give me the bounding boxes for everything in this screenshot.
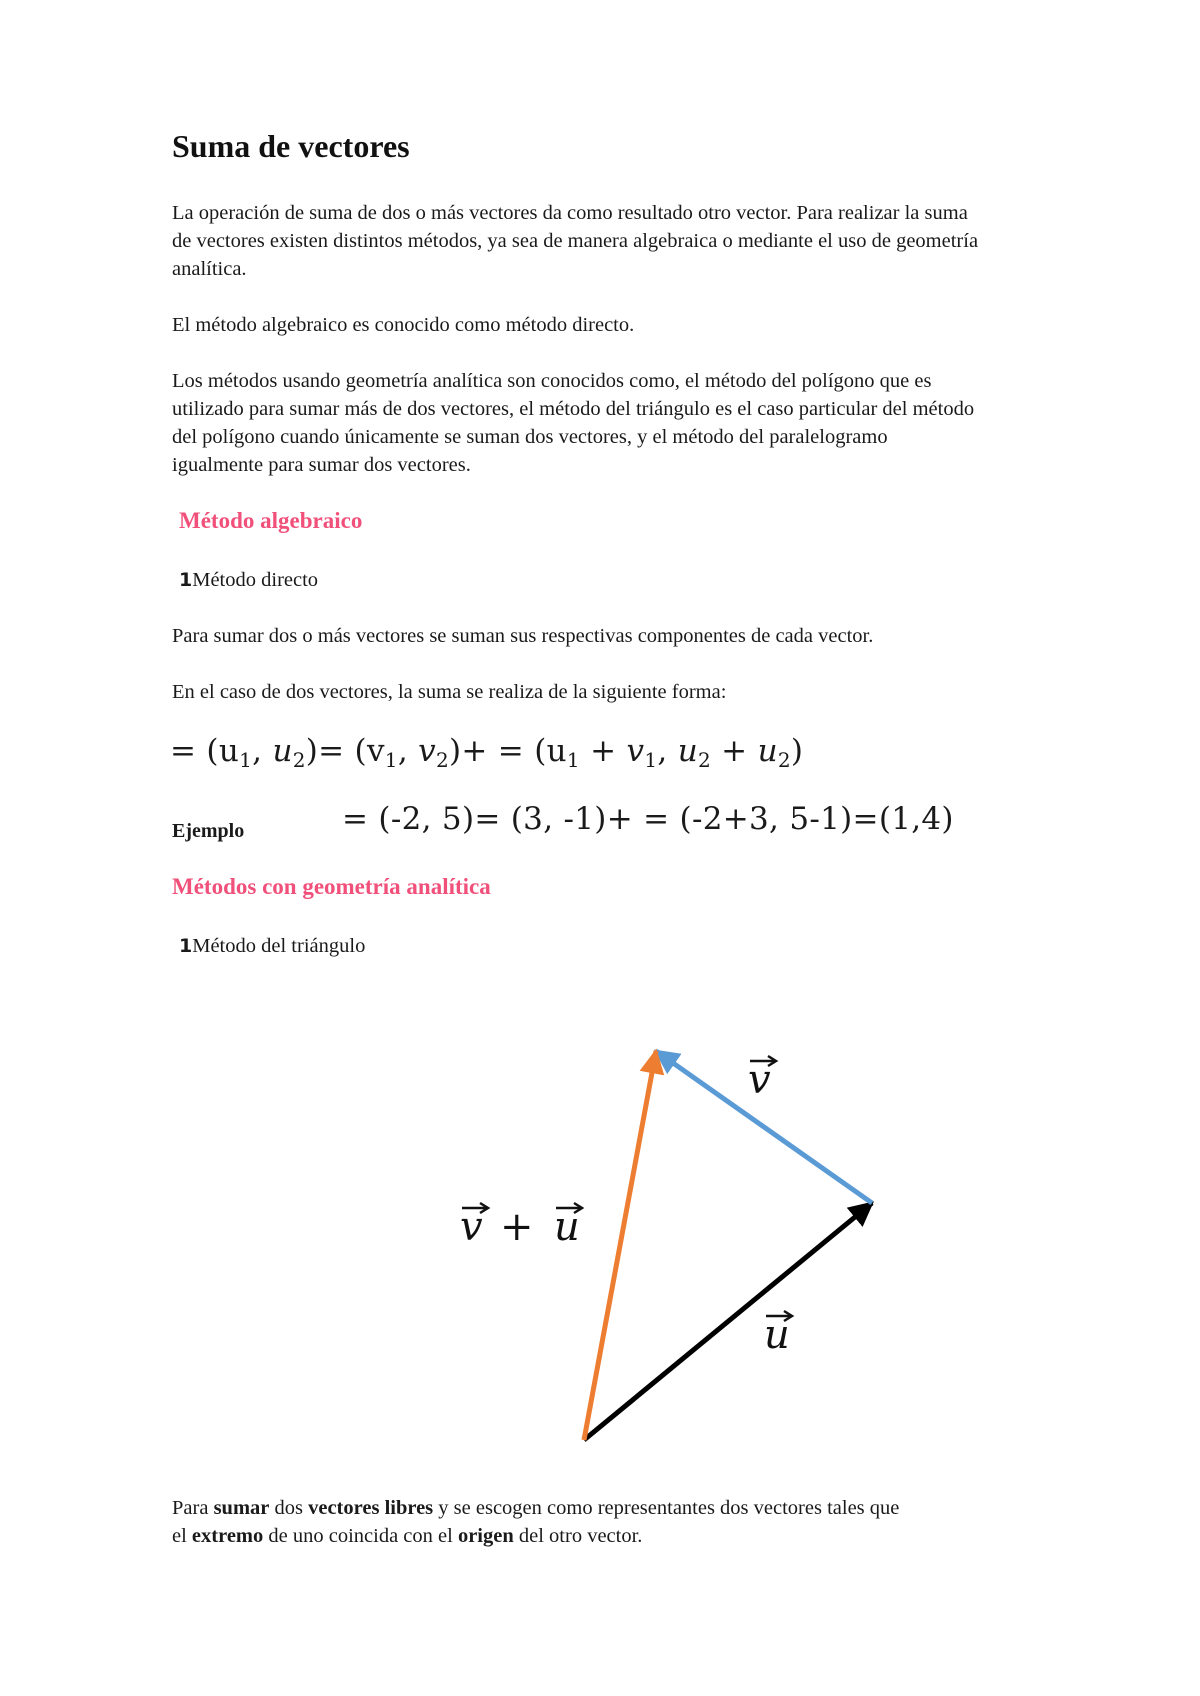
label-v-plus-u	[460, 1203, 582, 1250]
page-title: Suma de vectores	[172, 128, 410, 164]
intro-line-2: de vectores existen distintos métodos, ya sea de manera algebraica o mediante el uso de geometría	[172, 230, 979, 252]
algebraic-text-1: Para sumar dos o más vectores se suman sus respectivas componentes de cada vector.	[172, 625, 874, 647]
list-item-number: 1	[179, 569, 193, 591]
closing-line-1: Para sumar dos vectores libres y se escogen como representantes dos vectores tales que	[172, 1497, 900, 1519]
label-u	[764, 1311, 792, 1358]
section-heading-geometric: Métodos con geometría analítica	[172, 874, 491, 899]
example-label: Ejemplo	[172, 820, 245, 842]
direct-method-note: El método algebraico es conocido como método directo.	[172, 314, 635, 336]
intro-line-1: La operación de suma de dos o más vectores da como resultado otro vector. Para realizar la suma	[172, 202, 968, 224]
svg-text:v: v	[460, 1204, 483, 1250]
geometric-intro-line-1: Los métodos usando geometría analítica son conocidos como, el método del polígono que es	[172, 370, 932, 392]
geometric-intro-line-4: igualmente para sumar dos vectores.	[172, 454, 471, 476]
section-heading-algebraic: Método algebraico	[179, 508, 363, 533]
closing-line-2: el extremo de uno coincida con el origen del otro vector.	[172, 1525, 643, 1547]
svg-text:u: u	[554, 1204, 580, 1250]
geometric-intro-line-2: utilizado para sumar más de dos vectores, el método del triángulo es el caso particular del método	[172, 398, 975, 420]
list-item-number: 1	[179, 935, 193, 957]
algebraic-text-2: En el caso de dos vectores, la suma se realiza de la siguiente forma:	[172, 681, 727, 703]
svg-text:u: u	[764, 1312, 790, 1358]
general-sum-formula: = ($u_1$, $u_2)= (v_1$, $v_2)+ = (u_1 + v_1$, $u_2 + u_2$)	[170, 733, 804, 772]
intro-line-3: analítica.	[172, 258, 247, 280]
svg-text:v: v	[748, 1057, 771, 1103]
vector-u-arrow	[584, 1203, 872, 1440]
label-v	[748, 1056, 776, 1103]
svg-text:+: +	[500, 1204, 534, 1250]
list-item-label: Método directo	[192, 569, 319, 591]
geometric-intro-line-3: del polígono cuando únicamente se suman dos vectores, y el método del paralelogramo	[172, 426, 888, 448]
list-item-label: Método del triángulo	[192, 935, 366, 957]
vector-sum-arrow	[584, 1051, 656, 1440]
example-formula: = (-2, 5)= (3, -1)+ = (-2+3, 5-1)=(1,4)	[342, 801, 954, 837]
